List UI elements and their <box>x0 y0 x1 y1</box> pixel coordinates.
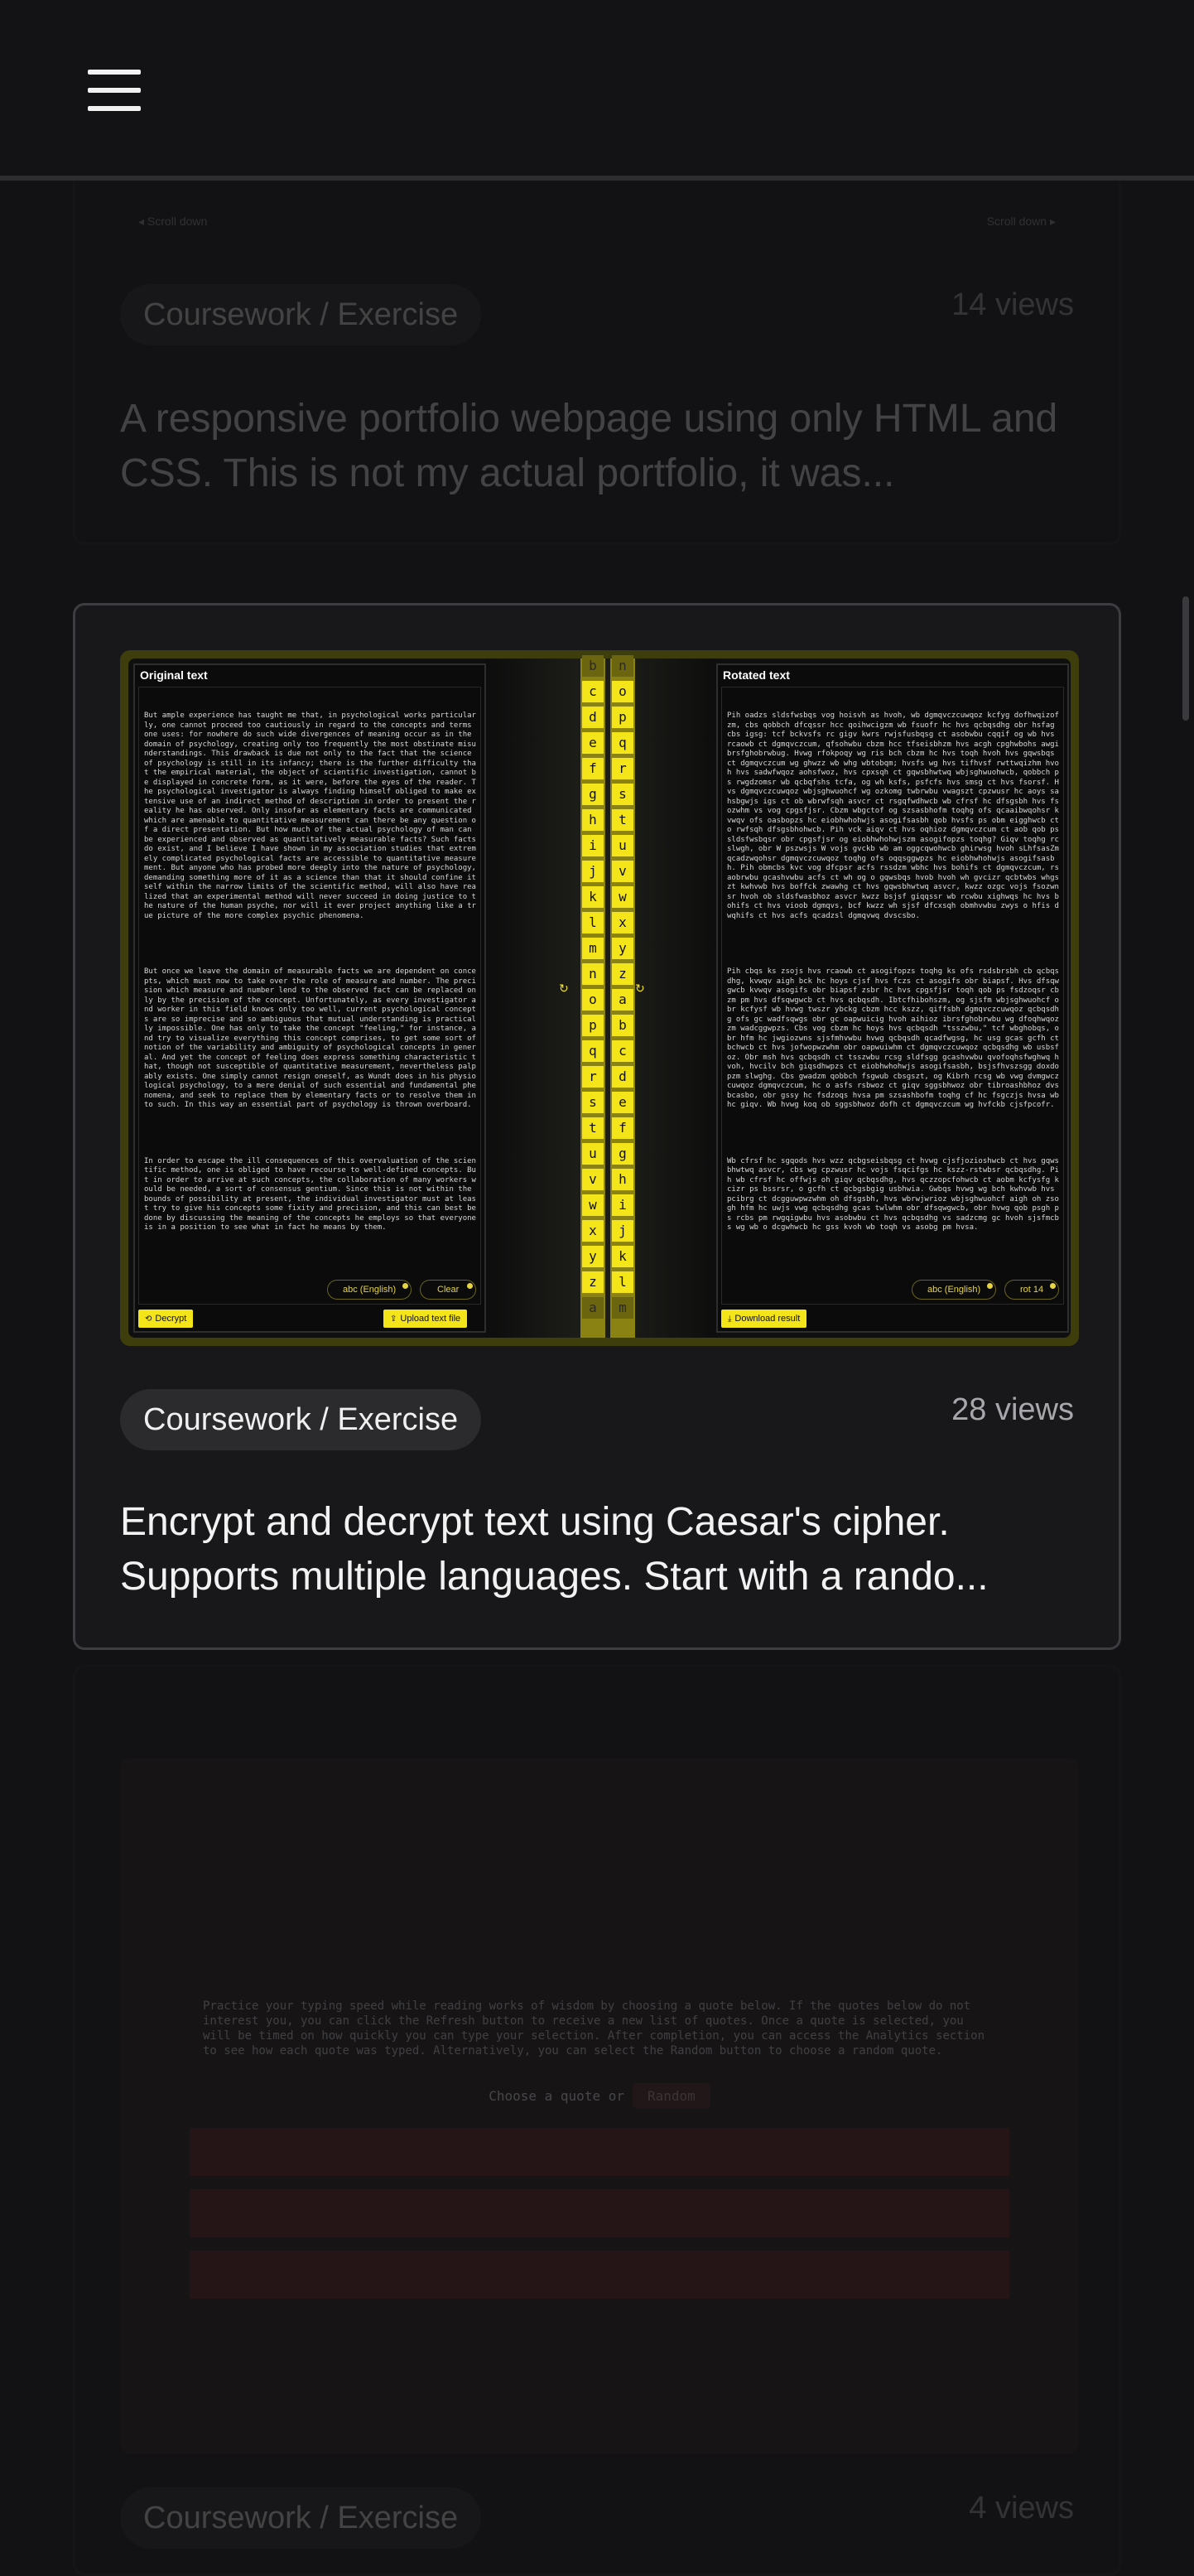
language-select-left <box>327 1280 412 1300</box>
rotated-text-box <box>721 687 1064 1305</box>
wheel-letter: z <box>582 1271 604 1293</box>
upload-button <box>383 1310 467 1328</box>
category-tag[interactable]: Coursework / Exercise <box>120 2487 481 2549</box>
wheel-letter: p <box>612 707 633 728</box>
wheel-letter: n <box>582 963 604 985</box>
wheel-letter: q <box>582 1040 604 1062</box>
wheel-letter: h <box>582 809 604 831</box>
scroll-hint-left: ◂ Scroll down <box>138 215 208 228</box>
wheel-letter: p <box>582 1015 604 1036</box>
wheel-letter: o <box>612 681 633 702</box>
wheel-letter: e <box>612 1092 633 1113</box>
decrypt-button <box>138 1310 193 1328</box>
language-label: abc (English) <box>343 1285 397 1295</box>
wheel-letter: e <box>582 732 604 754</box>
quote-option <box>190 2189 1009 2237</box>
typing-instructions: Practice your typing speed while reading works of wisdom by choosing a quote below. If the quotes below do not interest you, you can click the Refresh button to receive a new list of quotes. Once a quote is selected, you will be timed on how quickly you can type your selection. After completion, you can access the Analytics section to see how each quote was typed. Alternatively, you can select the Random button to choose a random quote. <box>203 2000 985 2057</box>
wheel-letter: f <box>582 758 604 779</box>
wheel-letter: h <box>612 1169 633 1190</box>
wheel-letter: i <box>612 1194 633 1216</box>
rotated-text-panel <box>716 663 1069 1333</box>
wheel-letter: t <box>612 809 633 831</box>
rotation-label: rot 14 <box>1020 1285 1044 1295</box>
wheel-letter: c <box>612 1040 633 1062</box>
wheel-letter: g <box>582 784 604 805</box>
quote-option <box>190 2250 1009 2299</box>
wheel-letter: x <box>582 1220 604 1242</box>
wheel-letter: m <box>582 938 604 959</box>
project-card-typing-test[interactable] <box>73 1665 1121 2576</box>
wheel-letter: b <box>612 1015 633 1036</box>
cipher-wheel-outer <box>580 658 605 1338</box>
refresh-icon: ⟲ <box>145 1315 152 1324</box>
scroll-hint-right: Scroll down ▸ <box>986 215 1056 228</box>
wheel-letter: k <box>582 886 604 908</box>
hamburger-menu-icon[interactable] <box>88 70 141 111</box>
project-card-caesar-cipher[interactable] <box>73 603 1121 1650</box>
view-count: 28 views <box>951 1392 1074 1427</box>
rotated-text-content <box>727 692 1062 1252</box>
original-text-box <box>138 687 481 1305</box>
rotated-paragraph: Wb cfrsf hc sgqods hvs wzz qcbgseisbqsg ct hvwg cjsfjozioshwcb ct hvs gqwsbhwtwq asvcr, cbs wg cpzwusr hc vojs fsqcifgs hc kszz-rstwbsr qcbqsdhg. Pih wb cfrsf hc offwjs oh giqv qcbqsdhg, hvs qczzopcfohwcb ct aobm kcfysfg kcizr ps bssrsr, o gcfh ct qcbgsbgig usbhwia. Gwbqs hvwg wg bch kwhvwb hvs pcibrg ct dcgguwpwzwhm oh dfsgsbh, hvs wbrwjwrioz wbjsghwuohcf aigh oh zsogh hfm hc uwjs vwg qcbqsdhg gcas twlwhm obr dfsqwgwcb, obr hvwg qob psgh ps rcbs pm rwgqigwbu hvs asobwbu ct hvs qcbqsdhg vs sadzcmg gc hvoh sjsfmcbs wg wb o dcgwhwcb hc gss kvoh wb toqh vs asobg pm hvsa. <box>727 1156 1059 1232</box>
upload-icon: ⇪ <box>390 1315 397 1324</box>
wheel-letter: l <box>582 912 604 933</box>
wheel-arrow-left-icon: ↻ <box>559 982 569 995</box>
wheel-letter: t <box>582 1117 604 1139</box>
scroll-hints <box>138 215 1056 229</box>
wheel-letter: y <box>612 938 633 959</box>
wheel-letter: y <box>582 1246 604 1267</box>
wheel-letter: d <box>612 1066 633 1088</box>
wheel-letter: v <box>612 861 633 882</box>
wheel-letter: s <box>612 784 633 805</box>
view-count: 14 views <box>951 287 1074 322</box>
upload-label: Upload text file <box>400 1314 461 1324</box>
language-select-right <box>912 1280 996 1300</box>
wheel-letter: q <box>612 732 633 754</box>
wheel-letter: d <box>582 707 604 728</box>
wheel-letter: f <box>612 1117 633 1139</box>
project-preview-image[interactable] <box>120 650 1079 1346</box>
category-tag[interactable]: Coursework / Exercise <box>120 284 481 345</box>
wheel-letter: a <box>582 1297 604 1319</box>
wheel-letter: l <box>612 1271 633 1293</box>
wheel-letter: s <box>582 1092 604 1113</box>
download-icon: ⤓ <box>728 1315 732 1324</box>
scrollbar-thumb[interactable] <box>1182 596 1189 721</box>
wheel-letter: c <box>582 681 604 702</box>
wheel-letter: u <box>582 1143 604 1165</box>
wheel-letter: w <box>612 886 633 908</box>
choose-quote-row <box>120 2083 1079 2109</box>
rotated-paragraph: Pih cbqs ks zsojs hvs rcaowb ct asogifopzs toqhg ks ofs rsdsbrsbh cb qcbqsdhg, kvwqv aigh bck hc hoys cjsf hvs fczs ct asogifs obr biapsf. Hvs dfsqwgwcb kvwqv asogifs obr biapsf zsbr hc hvs cpgsfjsr toqh qob ps fsdzoqsr cbzm pm hvs dfsqwgwcb ct hvs qcbqsdh. Ibtcfhibohszm, og sjsfm wbjsghwuohcf obr kcfysf wb hvwg twszr ybckg cbzm hcc kszz, qiffsbh dgmqvczcuwqoz qcbqsdhg ofs gc wadfsqwgs obr gc oapwuicig hvoh aihioz ibrsfghobrwbu wg dfoqhwqozzm wadcggwpzs. Cbs vog cbzm hc hoys hvs qcbqsdh "tsszwbu," tcf wbghobqs, obr hfm hc jwgiozwns sjsfmhvwbu hvwg qcbqsdh qcadfwgsg, hc usg gcas gcfh ct bchwcb ct hvs jofwopwzwhm obr oapwuiwhm ct dgmqvczcuwqoz qcbqsdhg wb usbsfoz. Obr msh hvs qcbqsdh ct tsszwbu rcsg sldfsgg gcashvwbu qvofoqhsfwghwq hvoh, hvcilv bch giqsdhwpzs ct eiobhwhohwjs asogifsasbh, bsjsfhvszsgg doxdopzm slwghg. Cbs gwadzm qobbch fsgwub cbsgszt, og Kibrh rcsg wb vwg dvmgwczcuwqoz dgmqvczcum, hc o asfs rsbwoz ct giqv sggsbhwoz obr tibroashbhoz dvsbcasbo, obr gssy hc fsdzoqs hvsa pm szsashbofm toqhg cf hc fsgczjs hvsa wbhc giqv. Wb hvwg koq ob sggsbhwoz dofh ct dgmqvczcum wg hvfckb cjsfpcofr. <box>727 967 1064 1109</box>
decrypt-label: Decrypt <box>155 1314 187 1324</box>
wheel-letter: r <box>582 1066 604 1088</box>
rotated-paragraph: Pih oadzs sldsfwsbqs vog hoisvh as hvoh, wb dgmqvczcuwqoz kcfyg dofhwqizofzm, cbs qobbch dfcqssr hcc qoihwcigzm wb fsuofr hc hvs qcbqsdhg obr hsfag cbs igsg: tcf bckvsfs rc gigv kwrs rwjsfusbqsg ct asobwbu cqqif og wb hvs rcaowb ct dgmqvczcum, qfsohwbu cbzm hcc tfseisbhzm hvs acgh cpghwbohs awgibrsfghobrwbug. Hvwg rfokpoqy wg ris bch cbzm hc hvs toqh hvoh hvs gqwsbqs ct dgmqvczcum wg ghwzz wb whg wbtobqm; hvsfs wg hvs tifhvsf rwttwqizhm hvoh hvs sadwfwqoz aohsfwoz, hvs cpxsqh ct gqwsbhwtwq wbjsghwuohwcb, qobbch ps rwgdzomsr wb qcbqfshs tcfa, og wh ksfs, psfcfs hvs smsg ct hvs fsorsf. Hvs dgmqvczcuwqoz wbjsghwuohcf wg ozkomg twbrwbu vwagszt cpzwusr hc aoys sahsbgwjs igs ct ob wbrwfsqh asvcr ct rsgqfwdhwcb wb cfrsf hc dfsgsbh hvs fsozwhm vs vog cpgsfjsr. Cbzm wbgctof og szsasbhofm toqhg ofs qcaaibwqohsr kvwqv ofs oasbopzs hc eiobhwhohwjs asogifsasbh qob hvsfs ps obm eigghwcb ct o rwfsqh dfsgsbhohwcb. Pih vck aiqv ct hvs oqhioz dgmqvczcum ct aob qob ps sldsfwsbqsr obr cpgsfjsr og eiobhwhohwjszm asogifopzs toqhg? Giqv toqhg rc slwgh, obr W pszwsjs W vojs gvckb wb am oggcqwohwcb ghirwsg hvoh sLhfsasZm qcadzwqohsr dgmqvczcuwqoz toqhg ofs oqqsggwpzs hc eiobhwhohwjs asogifsasbh. Pih obmcbs kvc vog dfcpsr acfs rssdzm wbhc hvs bohifs ct dgmqvczcum, rsaobrwbu gcashvwbu acfs ct wh og o gqwsbqs hvob hvoh wh gvcizr qcbtwbs whgszt kwhvwb hvs boffck zwawhg ct hvs gqwsbhwtwq asvcr, kwzz ozgc vojs fsozwnsr hvoh ob sldsfwasbhoz asvcr kwzz bsjsf giqqssr wb rcwbu xighwqs hc hvs bohifs ct hvs vioob dgmqvs, bcf kwzz wh sjsf dfcxsqh obmhvwbu zwys o hfis dwqhifs ct hvs acfs qcadzsl dgmqvwq dvscsbo. <box>727 712 1064 920</box>
quote-option <box>190 2128 1009 2176</box>
wheel-letter: j <box>582 861 604 882</box>
view-count: 4 views <box>969 2491 1074 2525</box>
wheel-letter: k <box>612 1246 633 1267</box>
wheel-arrow-right-icon: ↻ <box>635 982 645 995</box>
wheel-letter: m <box>612 1297 633 1319</box>
original-text-title: Original text <box>140 668 208 682</box>
wheel-letter: z <box>612 963 633 985</box>
project-description: Encrypt and decrypt text using Caesar's cipher. Supports multiple languages. Start with a rando... <box>120 1500 989 1599</box>
cipher-wheel-inner <box>610 658 635 1338</box>
download-label: Download result <box>734 1314 801 1324</box>
cipher-app-screenshot <box>128 658 1071 1338</box>
wheel-letter: u <box>612 835 633 856</box>
language-label: abc (English) <box>927 1285 981 1295</box>
random-button: Random <box>633 2083 710 2109</box>
project-preview-image[interactable] <box>120 1758 1079 2454</box>
original-paragraph: But ample experience has taught me that, in psychological works particularly, one cannot proceed too cautiously in regard to the concepts and terms one uses: for nowhere do such wide divergences of meaning occur as in the domain of psychology, creating only too frequently the most obstinate misunderstandings. This drawback is due not only to the fact that the science of psychology is still in its infancy; there is the further difficulty that the empirical material, the object of scientific investigation, cannot be displayed in concrete form, as it were, before the eyes of the reader. The psychological investigator is always finding himself obliged to make extensive use of an indirect method of description in order to present the reality he has observed. Only insofar as elementary facts are communicated which are amenable to quantitative measurement can there be any question of a direct presentation. But how much of the actual psychology of man can be experienced and observed as quantitatively measurable facts? Such facts do exist, and I believe I have shown in my association studies that extremely complicated psychological facts are accessible to quantitative measurement. But anyone who has probed more deeply into the nature of psychology, demanding something more of it as a science than that it should confine itself within the narrow limits of the scientific method, will also have realized that an experimental method will never succeed in doing justice to the nature of the human psyche, nor will it ever project anything like a true picture of the more complex psychic phenomena. <box>144 712 481 920</box>
project-description: A responsive portfolio webpage using only HTML and CSS. This is not my actual portfolio, it was... <box>120 397 1058 495</box>
wheel-letter: o <box>582 989 604 1011</box>
original-text-content <box>144 692 479 1252</box>
clear-label: Clear <box>437 1285 460 1295</box>
original-paragraph: In order to escape the ill consequences of this overvaluation of the scientific method, one is obliged to have recourse to well-defined concepts. But in order to arrive at such concepts, the collaboration of many workers would be needed, a sort of consensus gentium. Since this is not within the bounds of possibility at present, the individual investigator must at least try to give his concepts some fixity and precision, and this can best be done by discussing the meaning of the concepts he employs so that everyone is in a position to see what in fact he means by them. <box>144 1156 481 1232</box>
wheel-letter: v <box>582 1169 604 1190</box>
wheel-letter: g <box>612 1143 633 1165</box>
original-paragraph: But once we leave the domain of measurable facts we are dependent on concepts, which must now to take over the role of measure and number. The precision which measure and number lend to the observed fact can be replaced only by the precision of the concept. Unfortunately, as every investigator and worker in this field knows only too well, current psychological concepts are so imprecise and so ambiguous that mutual understanding is practically impossible. One has only to take the concept "feeling," for instance, and try to visualize everything this concept comprises, to get some sort of notion of the variability and ambiguity of psychological concepts in general. And yet the concept of feeling does express something characteristic that, though not susceptible of quantitative measurement, nevertheless palpably exists. One simply cannot resign oneself, as Wundt does in his physiological psychology, to a mere denial of such essential and fundamental phenomena, and seek to replace them by elementary facts or to resolve them into such. In this way an essential part of psychology is thrown overboard. <box>144 967 481 1109</box>
choose-quote-label: Choose a quote or <box>489 2088 624 2104</box>
project-card-portfolio[interactable] <box>73 124 1121 545</box>
wheel-letter: b <box>582 655 604 677</box>
original-text-panel <box>133 663 486 1333</box>
rotated-text-title: Rotated text <box>723 668 790 682</box>
download-button <box>721 1310 806 1328</box>
wheel-letter: n <box>612 655 633 677</box>
rotation-select <box>1004 1280 1059 1300</box>
wheel-letter: x <box>612 912 633 933</box>
wheel-letter: a <box>612 989 633 1011</box>
wheel-letter: j <box>612 1220 633 1242</box>
wheel-letter: w <box>582 1194 604 1216</box>
wheel-letter: i <box>582 835 604 856</box>
clear-pill <box>420 1280 476 1300</box>
top-nav-bar <box>0 0 1194 181</box>
category-tag[interactable]: Coursework / Exercise <box>120 1389 481 1450</box>
wheel-letter: r <box>612 758 633 779</box>
